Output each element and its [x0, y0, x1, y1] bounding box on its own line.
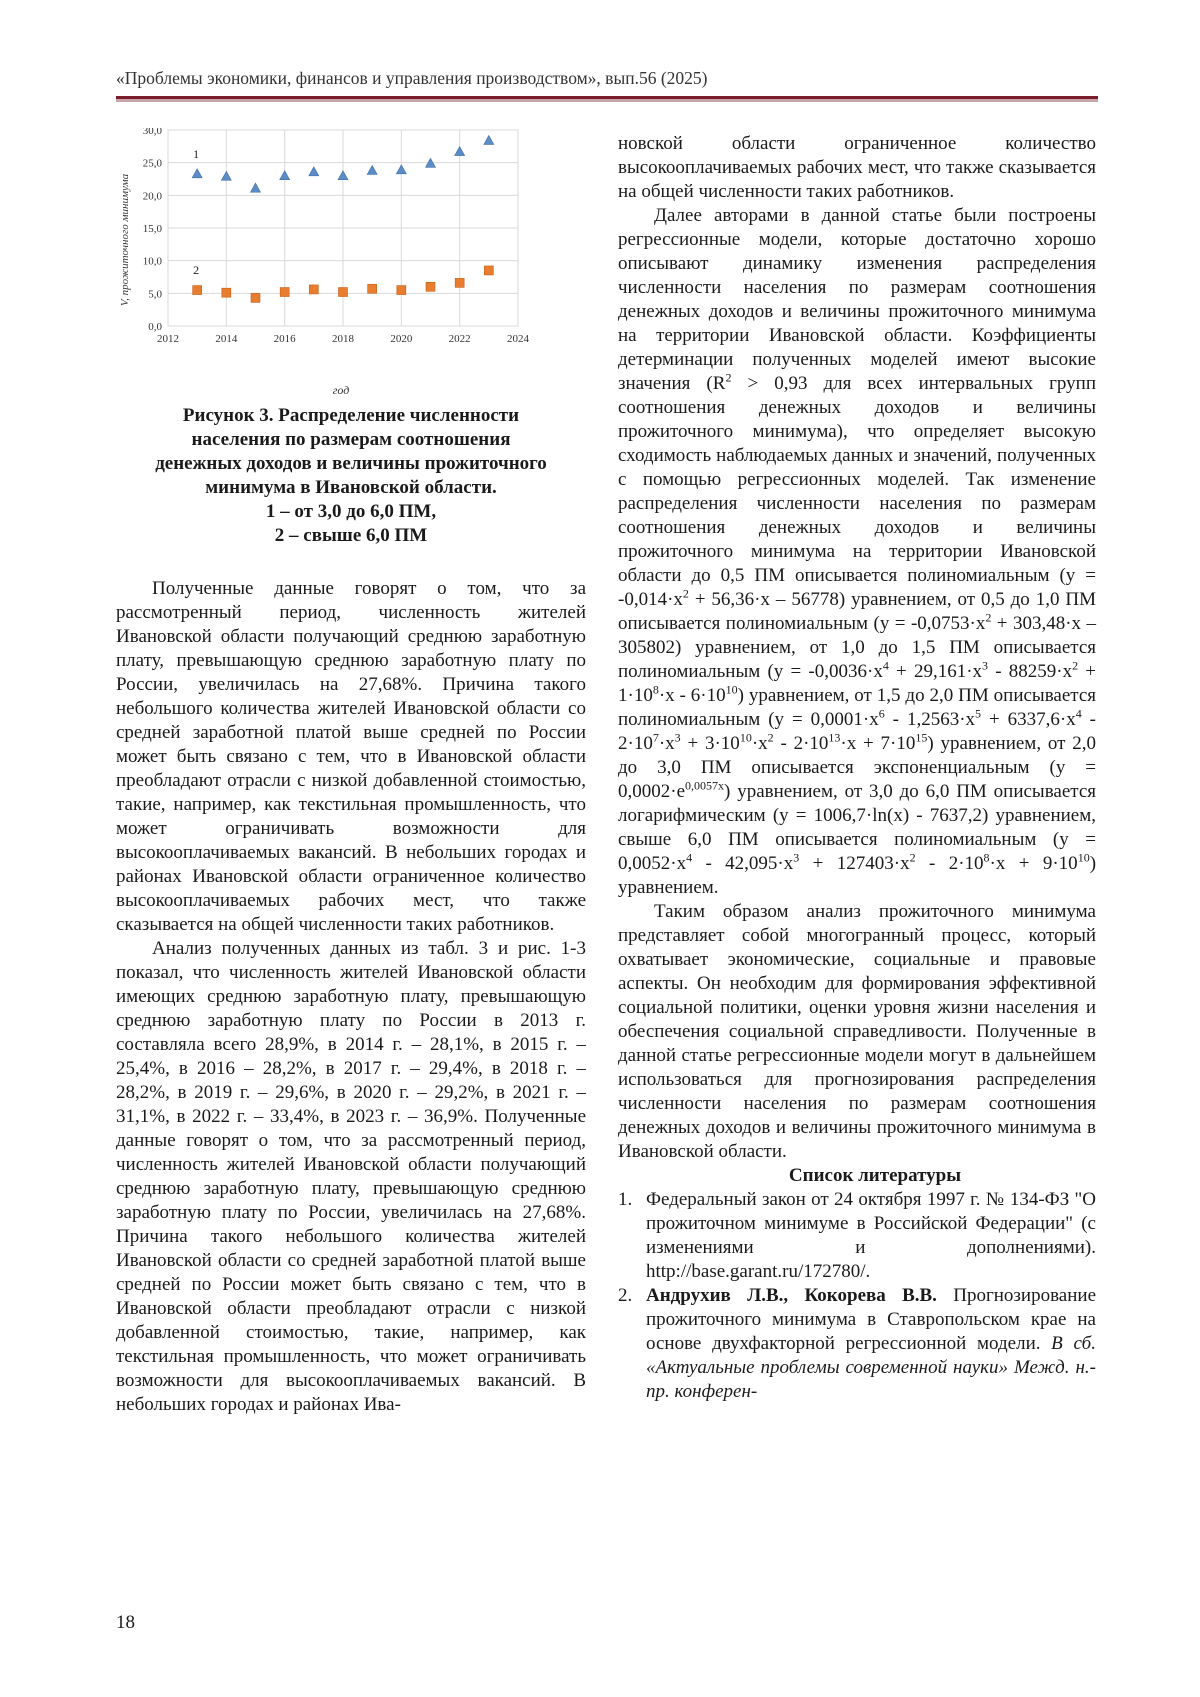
references-list — [618, 1188, 1096, 1404]
y-axis-label: V, прожиточного минимума — [119, 173, 131, 307]
series-2-point — [339, 288, 348, 297]
running-header: «Проблемы экономики, финансов и управления производством», вып.56 (2025) — [116, 68, 708, 88]
series-2-point — [484, 266, 493, 275]
y-tick-label: 5,0 — [148, 288, 162, 301]
y-tick-label: 0,0 — [148, 321, 162, 333]
x-tick-label: 2018 — [332, 333, 354, 345]
y-tick-label: 25,0 — [142, 157, 162, 170]
series-2-point — [280, 288, 289, 297]
x-axis-label: год — [332, 383, 350, 397]
paragraph-regression-models: Далее авторами в данной статье были построены регрессионные модели, которые достаточно хорошо описывают динамику изменения распределения численности населения по размерам соотношения денежных доходов и величины прожиточного минимума на территории Ивановской области. Коэффициенты детерминации полученных моделей имеют высокие значения ($R^2 > 0,93$ для всех интервальных групп соотношения денежных доходов и величины прожиточного минимума), что определяет высокую сходимость наблюдаемых данных и значений, полученных с помощью регрессионных моделей. Так изменение распределения численности населения по размерам соотношения денежных доходов и величины прожиточного минимума на территории Ивановской области до 0,5 ПМ описывается полиномиальным $(y = -0,014\cdot x^2 + 56,36\cdot x - 56778)$ уравнением, от 0,5 до 1,0 ПМ описывается полиномиальным $(y = -0,0753\cdot x^2 + 303,48\cdot x - 305802)$ уравнением, от 1,0 до 1,5 ПМ описывается полиномиальным $(y = -0,0036\cdot x^4 + 29,161\cdot x^3 - 88259\cdot x^2 + 1\cdot 10^8\cdot x - 6\cdot 10^{10})$ уравнением, от 1,5 до 2,0 ПМ описывается полиномиальным $(y = 0,0001\cdot x^6 - 1,2563\cdot x^5 + 6337,6\cdot x^4 - 2\cdot 10^7\cdot x^3 + 3\cdot 10^{10}\cdot x^2 - 2\cdot 10^{13}\cdot x + 7\cdot 10^{15})$ уравнением, от 2,0 до 3,0 ПМ описывается экспоненциальным $(y = 0,0002\cdot e^{0,0057x})$ уравнением, от 3,0 до 6,0 ПМ описывается логарифмическим (y = 1006,7·ln(x) - 7637,2) уравнением, свыше 6,0 ПМ описывается полиномиальным $(y = 0,0052\cdot x^4 - 42,095\cdot x^3 + 127403\cdot x^2 - 2\cdot 10^8\cdot x + 9\cdot 10^{10})$ уравнением. — [618, 205, 1097, 898]
right-column — [618, 132, 1096, 1404]
y-tick-label: 20,0 — [142, 190, 162, 203]
x-tick-label: 2020 — [390, 333, 413, 345]
header-rule-shadow — [116, 99, 1098, 102]
reference-text: Федеральный закон от 24 октября 1997 г. № 134-ФЗ "О прожиточном минимуме в Российской Федерации" (с изменениями и дополнениями). http://base.garant.ru/172780/. — [646, 1189, 1096, 1282]
x-tick-label: 2016 — [273, 333, 296, 345]
reference-text: Андрухив Л.В., Кокорева В.В. Прогнозирование прожиточного минимума в Ставропольском крае на основе двухфакторной регрессионной модели. В сб. «Актуальные проблемы современной науки» Межд. н.-пр. конферен- — [646, 1285, 1096, 1402]
caption-line: Рисунок 3. Распределение численности — [182, 405, 520, 426]
y-tick-label: 30,0 — [142, 128, 162, 137]
left-column — [116, 577, 586, 1417]
series-2-point — [251, 293, 260, 302]
y-tick-label: 15,0 — [142, 223, 162, 235]
y-tick-label: 10,0 — [142, 255, 162, 268]
reference-authors: Андрухив Л.В., Кокорева В.В. — [646, 1285, 937, 1306]
caption-line: минимума в Ивановской области. — [205, 477, 497, 498]
x-tick-label: 2012 — [157, 333, 179, 345]
reference-number: 1. — [618, 1189, 633, 1210]
series-label: 1 — [193, 146, 200, 161]
paragraph-analysis: Анализ полученных данных из табл. 3 и рис. 1-3 показал, что численность жителей Ивановской области имеющих среднюю заработную плату, превышающую среднюю заработную плату по России в 2013 г. составляла всего 28,9%, в 2014 г. – 28,1%, в 2015 г. – 25,4%, в 2016 – 28,2%, в 2017 г. – 29,4%, в 2018 г. – 28,2%, в 2019 г. – 29,6%, в 2020 г. – 29,2%, в 2021 г. – 31,1%, в 2022 г. – 33,4%, в 2023 г. – 36,9%. Полученные данные говорят о том, что за рассмотренный период, численность жителей Ивановской области получающий среднюю заработную плату, превышающую среднюю заработную плату по России, увеличилась на 27,68%. Причина такого небольшого количества жителей Ивановской области со средней заработной платой выше средней по России может быть связано с тем, что в Ивановской области преобладают отрасли с низкой добавленной стоимостью, такие, например, как текстильная промышленность, что может ограничивать возможности для высокооплачиваемых вакансий. В небольших городах и районах Ива- — [116, 938, 586, 1415]
caption-line: 1 – от 3,0 до 6,0 ПМ, — [265, 501, 437, 522]
series-2-point — [426, 282, 435, 291]
caption-line: денежных доходов и величины прожиточного — [155, 453, 547, 474]
references-heading: Список литературы — [788, 1165, 962, 1186]
caption-line: 2 – свыше 6,0 ПМ — [274, 525, 428, 546]
x-tick-label: 2022 — [448, 333, 471, 345]
page-number: 18 — [116, 1612, 135, 1633]
series-label: 2 — [193, 263, 200, 278]
paragraph-conclusion: Таким образом анализ прожиточного минимума представляет собой многогранный процесс, который охватывает экономические, социальные и правовые аспекты. Он необходим для формирования эффективной социальной политики, оценки уровня жизни населения и обеспечения социальной справедливости. Полученные в данной статье регрессионные модели могут в дальнейшем использоваться для прогнозирования распределения численности населения по размерам соотношения денежных доходов и величины прожиточного минимума в Ивановской области. — [618, 901, 1096, 1162]
series-2-point — [455, 278, 464, 287]
series-2-point — [309, 285, 318, 294]
paragraph-results: Полученные данные говорят о том, что за рассмотренный период, численность жителей Ивановской области получающий среднюю заработную плату, превышающую среднюю заработную плату по России, увеличилась на 27,68%. Причина такого небольшого количества жителей Ивановской области со средней заработной платой выше средней по России может быть связано с тем, что в Ивановской области преобладают отрасли с низкой добавленной стоимостью, такие, например, как текстильная промышленность, что может ограничивать возможности для высокооплачиваемых вакансий. В небольших городах и районах Ивановской области ограниченное количество высокооплачиваемых рабочих мест, что также сказывается на общей численности таких работников. — [116, 578, 586, 935]
x-tick-label: 2024 — [507, 333, 529, 345]
paragraph-continuation: новской области ограниченное количество высокооплачиваемых рабочих мест, что также сказывается на общей численности таких работников. — [618, 133, 1096, 202]
x-tick-label: 2014 — [215, 333, 238, 345]
series-2-point — [397, 286, 406, 295]
series-2-point — [222, 288, 231, 297]
series-2-point — [368, 284, 377, 293]
reference-number: 2. — [618, 1285, 633, 1306]
reference-item — [618, 1284, 1096, 1404]
caption-line: населения по размерам соотношения — [191, 429, 511, 450]
figure-3-chart — [116, 128, 586, 400]
reference-item — [618, 1188, 1096, 1284]
series-2-point — [193, 286, 202, 295]
figure-caption — [116, 404, 586, 548]
scatter-chart-svg — [116, 128, 586, 400]
